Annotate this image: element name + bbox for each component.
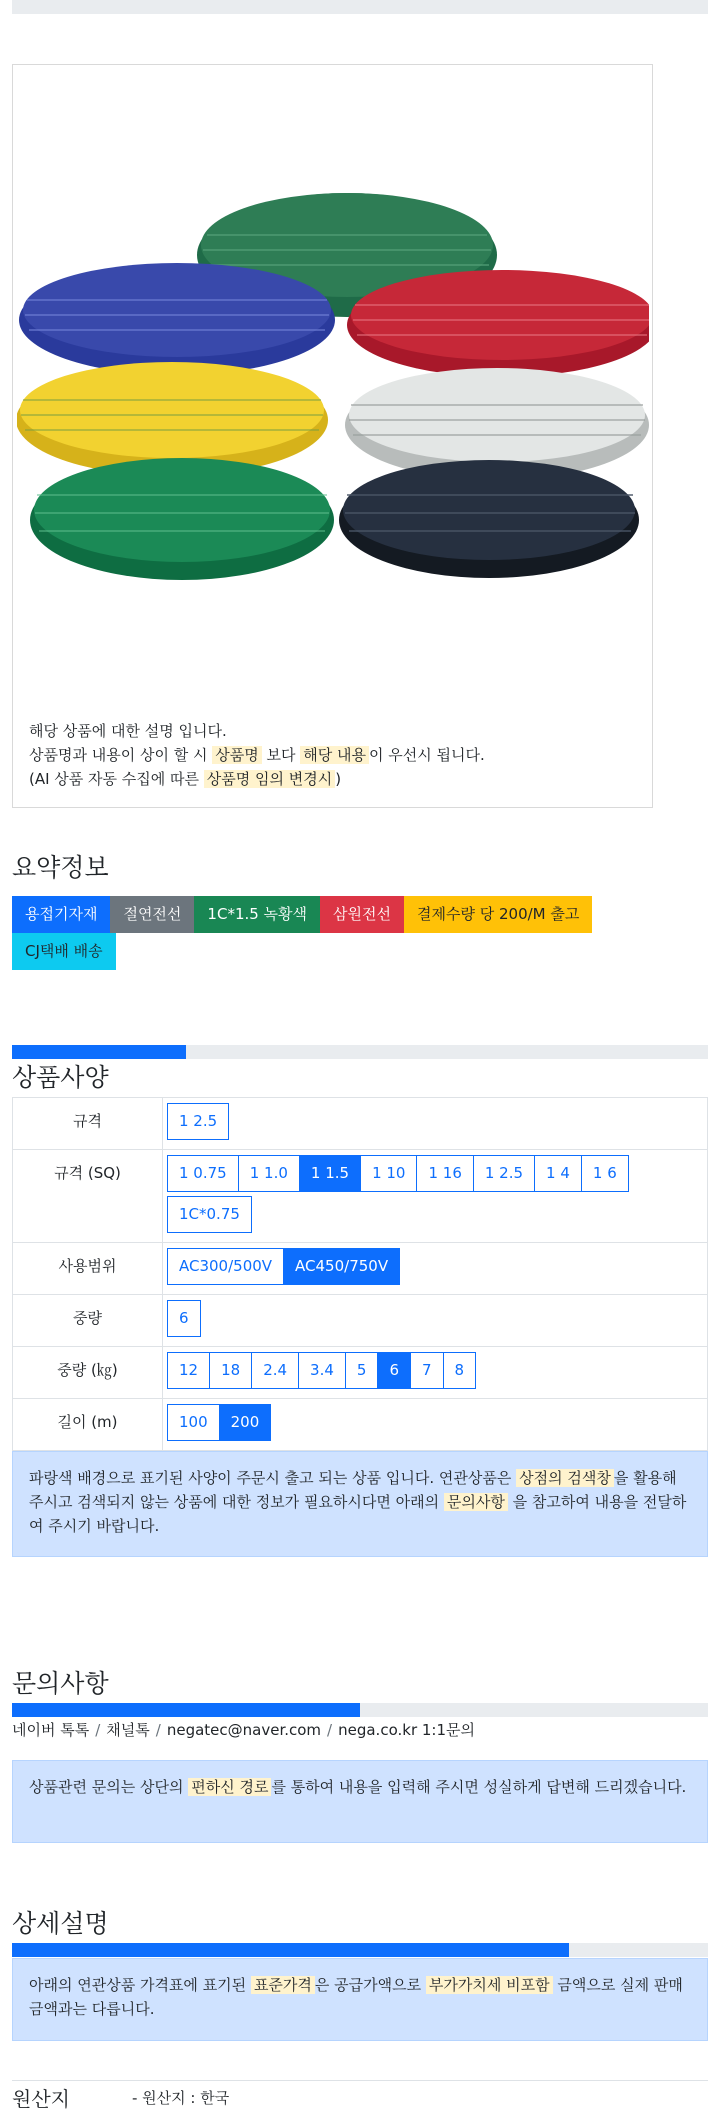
spec-option-button[interactable]: 1 4	[534, 1155, 582, 1192]
spec-row	[13, 1295, 708, 1347]
spec-notice: 파랑색 배경으로 표기된 사양이 주문시 출고 되는 상품 입니다. 연관상품은 상점의 검색창 을 활용해 주시고 검색되지 않는 상품에 대한 정보가 필요하시다면 아래의 문의사항 을 참고하여 내용을 전달하여 주시기 바랍니다.	[12, 1451, 708, 1557]
badge-category: 용접기자재	[12, 896, 110, 933]
spec-option-button[interactable]: 1 2.5	[473, 1155, 535, 1192]
spec-row	[13, 1150, 708, 1243]
spec-option-button[interactable]: 1 2.5	[167, 1103, 229, 1140]
spec-row-label: 중량 (㎏)	[13, 1347, 163, 1399]
highlight-standard-price: 표준가격	[251, 1976, 315, 1994]
desc-line-1: 해당 상품에 대한 설명 입니다.	[29, 722, 227, 740]
spec-option-button[interactable]: 100	[167, 1404, 220, 1441]
desc-line-2: 상품명과 내용이 상이 할 시 상품명 보다 해당 내용 이 우선시 됩니다.	[29, 746, 485, 764]
spec-option-button[interactable]: AC450/750V	[283, 1248, 400, 1285]
spec-option-button[interactable]: 1C*0.75	[167, 1196, 252, 1233]
spec-row-label: 규격	[13, 1098, 163, 1150]
badge-type: 절연전선	[110, 896, 194, 933]
spec-row-options	[163, 1098, 708, 1150]
spec-option-button[interactable]: 1 16	[416, 1155, 473, 1192]
spec-row-options	[163, 1295, 708, 1347]
badge-brand: 삼원전선	[320, 896, 404, 933]
spec-progress-fill	[12, 1045, 186, 1059]
spec-option-button[interactable]: 1 0.75	[167, 1155, 239, 1192]
spec-option-button[interactable]: 3.4	[298, 1352, 346, 1389]
spec-row-label: 규격 (SQ)	[13, 1150, 163, 1243]
channel-email[interactable]: negatec@naver.com	[166, 1721, 322, 1739]
spec-table	[12, 1097, 708, 1451]
channel-naver-talk[interactable]: 네이버 톡톡	[12, 1721, 90, 1739]
spec-option-button[interactable]: 7	[410, 1352, 444, 1389]
spec-option-button[interactable]: 6	[167, 1300, 201, 1337]
spec-row	[13, 1399, 708, 1451]
spec-option-button[interactable]: 12	[167, 1352, 210, 1389]
spec-row	[13, 1347, 708, 1399]
summary-title: 요약정보	[12, 853, 109, 882]
spec-row	[13, 1098, 708, 1150]
desc-line-3: (AI 상품 자동 수집에 따른 상품명 임의 변경시 )	[29, 770, 342, 788]
spec-option-button[interactable]: 2.4	[251, 1352, 299, 1389]
spec-row-label: 사용범위	[13, 1243, 163, 1295]
spec-option-button[interactable]: 1 1.0	[238, 1155, 300, 1192]
detail-progress-fill	[12, 1943, 569, 1957]
spec-option-button[interactable]: 1 6	[581, 1155, 629, 1192]
origin-label: 원산지	[12, 2087, 70, 2111]
spec-option-button[interactable]: 1 10	[360, 1155, 417, 1192]
product-card	[12, 64, 653, 808]
spec-option-button[interactable]: 200	[219, 1404, 272, 1441]
badge-spec: 1C*1.5 녹황색	[194, 896, 320, 933]
contact-channels: 네이버 톡톡 / 채널톡 / negatec@naver.com / nega.co.kr 1:1문의	[12, 1721, 475, 1739]
detail-title: 상세설명	[12, 1909, 109, 1938]
spec-option-button[interactable]: 5	[345, 1352, 379, 1389]
spec-row	[13, 1243, 708, 1295]
inquiry-title: 문의사항	[12, 1669, 109, 1698]
spec-option-button[interactable]: 8	[443, 1352, 477, 1389]
summary-badges	[12, 896, 662, 970]
wire-spools-image	[17, 175, 649, 655]
inquiry-notice: 상품관련 문의는 상단의 편하신 경로 를 통하여 내용을 입력해 주시면 성실하게 답변해 드리겠습니다.	[12, 1760, 708, 1843]
highlight-inquiry: 문의사항	[444, 1493, 508, 1511]
spec-row-options	[163, 1243, 708, 1295]
spec-row-options	[163, 1399, 708, 1451]
spec-row-label: 중량	[13, 1295, 163, 1347]
inquiry-progress-bar	[12, 1703, 708, 1717]
highlight-product-name: 상품명	[212, 746, 261, 764]
spec-row-label: 길이 (m)	[13, 1399, 163, 1451]
spec-title: 상품사양	[12, 1063, 109, 1092]
highlight-content: 해당 내용	[300, 746, 369, 764]
spec-option-button[interactable]: 1 1.5	[299, 1155, 361, 1192]
product-description	[29, 719, 639, 791]
badge-quantity: 결제수량 당 200/M 출고	[404, 896, 592, 933]
spec-row-options	[163, 1347, 708, 1399]
top-progress-bar	[12, 0, 708, 14]
spec-option-button[interactable]: AC300/500V	[167, 1248, 284, 1285]
highlight-vat-excluded: 부가가치세 비포함	[426, 1976, 553, 1994]
inquiry-progress-fill	[12, 1703, 360, 1717]
spec-option-button[interactable]: 18	[209, 1352, 252, 1389]
spec-progress-bar	[12, 1045, 708, 1059]
highlight-route: 편하신 경로	[188, 1778, 271, 1796]
highlight-search: 상점의 검색창	[516, 1469, 614, 1487]
highlight-name-change: 상품명 임의 변경시	[204, 770, 335, 788]
spec-row-options	[163, 1150, 708, 1243]
detail-progress-bar	[12, 1943, 708, 1957]
spec-option-button[interactable]: 6	[377, 1352, 411, 1389]
origin-row	[12, 2080, 708, 2114]
channel-web-inquiry[interactable]: nega.co.kr 1:1문의	[338, 1721, 475, 1739]
channel-talk[interactable]: 채널톡	[106, 1721, 150, 1739]
origin-value: - 원산지 : 한국	[132, 2089, 230, 2107]
badge-shipping: CJ택배 배송	[12, 933, 116, 970]
detail-notice: 아래의 연관상품 가격표에 표기된 표준가격 은 공급가액으로 부가가치세 비포함 금액으로 실제 판매금액과는 다릅니다.	[12, 1958, 708, 2041]
